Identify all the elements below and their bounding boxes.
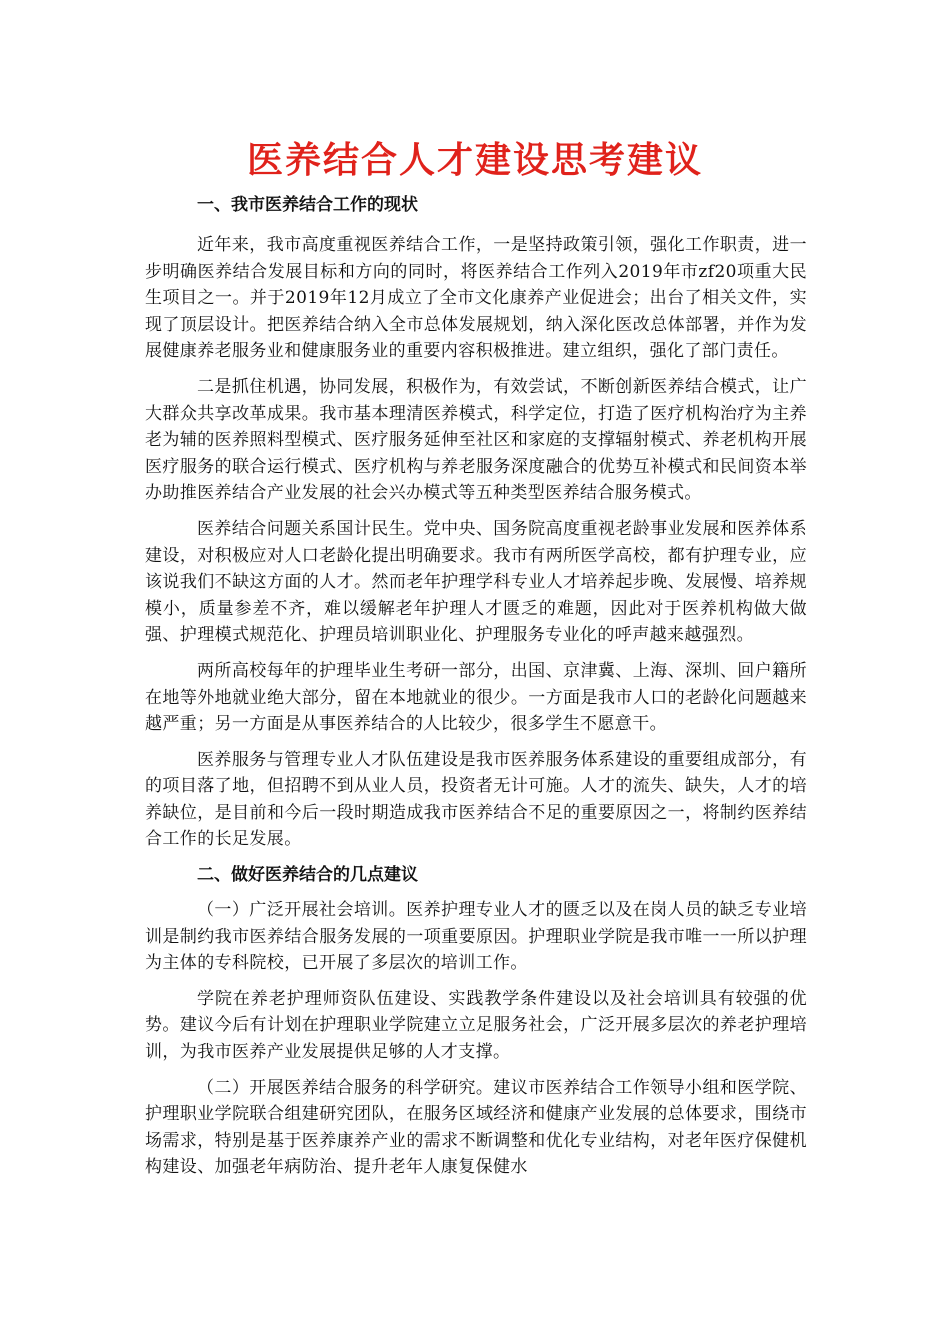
paragraph-8: （二）开展医养结合服务的科学研究。建议市医养结合工作领导小组和医学院、护理职业学院联合组建研究团队，在服务区域经济和健康产业发展的总体要求，围绕市场需求，特别是基于医养康养产业的需求不断调整和优化专业结构，对老年医疗保健机构建设、加强老年病防治、提升老年人康复保健水 <box>145 1077 807 1178</box>
paragraph-5: 医养服务与管理专业人才队伍建设是我市医养服务体系建设的重要组成部分，有的项目落了地，但招聘不到从业人员，投资者无计可施。人才的流失、缺失，人才的培养缺位，是目前和今后一段时期造成我市医养结合不足的重要原因之一，将制约医养结合工作的长足发展。 <box>145 749 807 850</box>
paragraph-4: 两所高校每年的护理毕业生考研一部分，出国、京津冀、上海、深圳、回户籍所在地等外地就业绝大部分，留在本地就业的很少。一方面是我市人口的老龄化问题越来越严重；另一方面是从事医养结合的人比较少，很多学生不愿意干。 <box>145 660 807 735</box>
section-heading-1: 一、我市医养结合工作的现状 <box>197 195 418 215</box>
paragraph-7: 学院在养老护理师资队伍建设、实践教学条件建设以及社会培训具有较强的优势。建议今后有计划在护理职业学院建立立足服务社会，广泛开展多层次的养老护理培训，为我市医养产业发展提供足够的人才支撑。 <box>145 988 807 1063</box>
paragraph-2: 二是抓住机遇，协同发展，积极作为，有效尝试，不断创新医养结合模式，让广大群众共享改革成果。我市基本理清医养模式，科学定位，打造了医疗机构治疗为主养老为辅的医养照料型模式、医疗服务延伸至社区和家庭的支撑辐射模式、养老机构开展医疗服务的联合运行模式、医疗机构与养老服务深度融合的优势互补模式和民间资本举办助推医养结合产业发展的社会兴办模式等五种类型医养结合服务模式。 <box>145 376 807 504</box>
paragraph-3: 医养结合问题关系国计民生。党中央、国务院高度重视老龄事业发展和医养体系建设，对积极应对人口老龄化提出明确要求。我市有两所医学高校，都有护理专业，应该说我们不缺这方面的人才。然而老年护理学科专业人才培养起步晚、发展慢、培养规模小，质量参差不齐，难以缓解老年护理人才匮乏的难题，因此对于医养机构做大做强、护理模式规范化、护理员培训职业化、护理服务专业化的呼声越来越强烈。 <box>145 518 807 646</box>
paragraph-1: 近年来，我市高度重视医养结合工作，一是坚持政策引领，强化工作职责，进一步明确医养结合发展目标和方向的同时，将医养结合工作列入2019年市zf20项重大民生项目之一。并于2019年12月成立了全市文化康养产业促进会；出台了相关文件，实现了顶层设计。把医养结合纳入全市总体发展规划，纳入深化医改总体部署，并作为发展健康养老服务业和健康服务业的重要内容积极推进。建立组织，强化了部门责任。 <box>145 235 807 362</box>
document-title: 医养结合人才建设思考建议 <box>246 139 703 181</box>
section-heading-2: 二、做好医养结合的几点建议 <box>197 865 418 886</box>
paragraph-6: （一）广泛开展社会培训。医养护理专业人才的匮乏以及在岗人员的缺乏专业培训是制约我市医养结合服务发展的一项重要原因。护理职业学院是我市唯一一所以护理为主体的专科院校，已开展了多层次的培训工作。 <box>145 900 807 974</box>
document-body <box>145 192 807 1181</box>
